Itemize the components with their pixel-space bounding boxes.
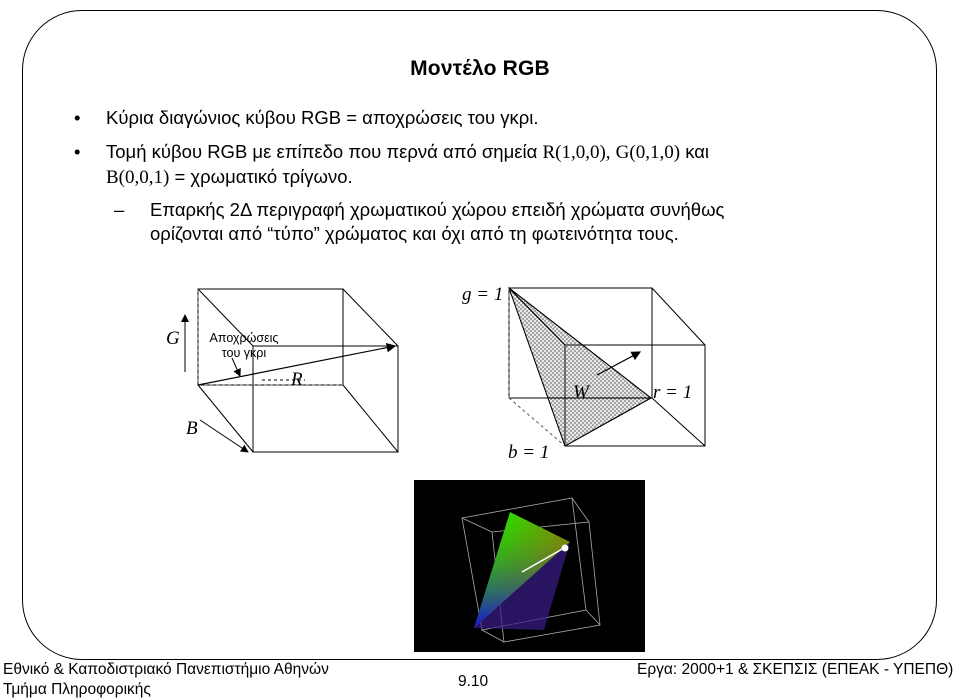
point-r: R(1,0,0), [542,142,611,163]
right-cube-diagram [455,272,725,467]
label-g1: g = 1 [462,284,504,305]
bullet-text-line2: = χρωματικό τρίγωνο. [169,166,353,187]
label-g: G [166,328,180,349]
dash-marker: – [114,199,125,220]
slide-title: Μοντέλο RGB [410,57,550,80]
arrow-head [562,545,569,552]
point-b: B(0,0,1) [106,167,170,188]
sub-bullet-line1: Επαρκής 2Δ περιγραφή χρωματικού χώρου επειδή χρώματα συνήθως [150,199,725,220]
annotation-line1: Αποχρώσεις [209,331,279,345]
footer-department: Τμήμα Πληροφορικής [3,681,151,698]
label-r1: r = 1 [653,382,693,403]
bullet-text: Κύρια διαγώνιος κύβου RGB = αποχρώσεις του γκρι. [106,107,539,128]
annotation-pointer [232,358,240,376]
footer-project: Εργα: 2000+1 & ΣΚΕΠΣΙΣ (ΕΠΕΑΚ - ΥΠΕΠΘ) [637,661,954,678]
bullet-text-and: και [680,141,710,162]
bullet-1 [74,106,539,130]
point-g: G(0,1,0) [615,142,681,163]
b-axis-arrow [200,420,248,452]
bullet-marker: • [74,141,81,162]
sub-bullet-line2: ορίζονται από “τύπο” χρώματος και όχι από τη φωτεινότητα τους. [150,223,679,244]
rgb-triangle-render [414,480,645,652]
cube-back-face [253,346,398,452]
label-b1: b = 1 [508,442,550,463]
annotation-line2: του γκρι [221,346,267,360]
label-w: W [573,382,589,403]
left-cube-diagram [150,280,420,470]
bullet-2 [74,140,710,190]
label-r: R [291,369,303,390]
sub-bullet [114,198,725,246]
bullet-text-line1: Τομή κύβου RGB με επίπεδο που περνά από σημεία [106,141,543,162]
footer-university: Εθνικό & Καποδιστριακό Πανεπιστήμιο Αθηνών [3,661,329,678]
label-b: B [186,418,198,439]
page-number: 9.10 [458,673,489,690]
bullet-marker: • [74,107,81,128]
